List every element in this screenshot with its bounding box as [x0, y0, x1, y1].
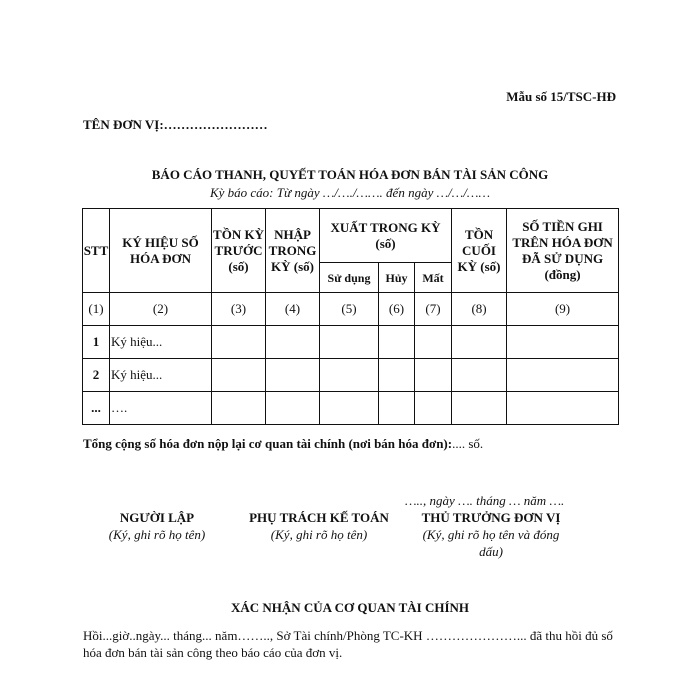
signature-head-of-unit	[410, 510, 572, 560]
finance-confirmation-title: XÁC NHẬN CỦA CƠ QUAN TÀI CHÍNH	[230, 600, 470, 615]
empty-cell	[320, 392, 379, 425]
empty-cell	[266, 392, 320, 425]
header-exported: XUẤT TRONG KỲ (số)	[320, 209, 452, 263]
report-period: Kỳ báo cáo: Từ ngày …/…./……. đến ngày …/…/……	[209, 185, 491, 200]
header-cancelled: Hủy	[379, 263, 415, 293]
table-row	[83, 392, 619, 425]
report-title: BÁO CÁO THANH, QUYẾT TOÁN HÓA ĐƠN BÁN TÀI SẢN CÔNG	[151, 167, 549, 182]
row-symbol: Ký hiệu...	[110, 326, 212, 359]
empty-cell	[379, 326, 415, 359]
signature-role: PHỤ TRÁCH KẾ TOÁN	[249, 510, 389, 525]
empty-cell	[320, 359, 379, 392]
header-opening-balance: TỒN KỲ TRƯỚC (số)	[212, 209, 266, 293]
signature-chief-accountant	[240, 510, 398, 543]
empty-cell	[266, 359, 320, 392]
empty-cell	[415, 392, 452, 425]
column-index-row	[83, 293, 619, 326]
index-cell: (2)	[110, 293, 212, 326]
index-cell: (9)	[507, 293, 619, 326]
empty-cell	[415, 359, 452, 392]
empty-cell	[507, 326, 619, 359]
total-invoices-line	[83, 436, 483, 452]
row-symbol: ….	[110, 392, 212, 425]
header-amount: SỐ TIỀN GHI TRÊN HÓA ĐƠN ĐÃ SỬ DỤNG (đồng)	[507, 209, 619, 293]
header-lost: Mất	[415, 263, 452, 293]
signature-note: (Ký, ghi rõ họ tên)	[108, 527, 206, 542]
unit-name-label: TÊN ĐƠN VỊ:……………………	[83, 117, 268, 132]
signature-role: THỦ TRƯỞNG ĐƠN VỊ	[421, 510, 561, 525]
index-cell: (3)	[212, 293, 266, 326]
index-cell: (4)	[266, 293, 320, 326]
signature-preparer	[98, 510, 216, 543]
row-stt: ...	[83, 392, 110, 425]
signature-role: NGƯỜI LẬP	[119, 510, 195, 525]
empty-cell	[266, 326, 320, 359]
empty-cell	[507, 359, 619, 392]
index-cell: (7)	[415, 293, 452, 326]
invoice-report-table	[82, 208, 619, 425]
total-value: .... số.	[452, 436, 484, 451]
empty-cell	[452, 359, 507, 392]
header-closing-balance: TỒN CUỐI KỲ (số)	[452, 209, 507, 293]
total-label: Tổng cộng số hóa đơn nộp lại cơ quan tài chính (nơi bán hóa đơn):	[83, 436, 453, 451]
header-imported: NHẬP TRONG KỲ (số)	[266, 209, 320, 293]
empty-cell	[415, 326, 452, 359]
index-cell: (1)	[83, 293, 110, 326]
header-used: Sử dụng	[320, 263, 379, 293]
form-number: Mẫu số 15/TSC-HĐ	[506, 89, 616, 104]
index-cell: (8)	[452, 293, 507, 326]
table-row	[83, 326, 619, 359]
empty-cell	[379, 359, 415, 392]
empty-cell	[379, 392, 415, 425]
index-cell: (6)	[379, 293, 415, 326]
empty-cell	[212, 326, 266, 359]
signature-note: (Ký, ghi rõ họ tên)	[270, 527, 368, 542]
signature-note: (Ký, ghi rõ họ tên và đóng dấu)	[422, 527, 560, 559]
empty-cell	[320, 326, 379, 359]
empty-cell	[507, 392, 619, 425]
index-cell: (5)	[320, 293, 379, 326]
empty-cell	[212, 359, 266, 392]
row-stt: 1	[83, 326, 110, 359]
header-stt: STT	[83, 209, 110, 293]
header-invoice-symbol: KÝ HIỆU SỐ HÓA ĐƠN	[110, 209, 212, 293]
table-row	[83, 359, 619, 392]
empty-cell	[452, 326, 507, 359]
empty-cell	[212, 392, 266, 425]
row-symbol: Ký hiệu...	[110, 359, 212, 392]
empty-cell	[452, 392, 507, 425]
row-stt: 2	[83, 359, 110, 392]
signature-date-line: ….., ngày …. tháng … năm ….	[405, 493, 565, 508]
finance-confirmation-text: Hồi...giờ..ngày... tháng... năm…….., Sở Tài chính/Phòng TC-KH …………………... đã thu hồi đủ số hóa đơn bán tài sản công theo báo cáo của đơn vị.	[83, 628, 613, 660]
